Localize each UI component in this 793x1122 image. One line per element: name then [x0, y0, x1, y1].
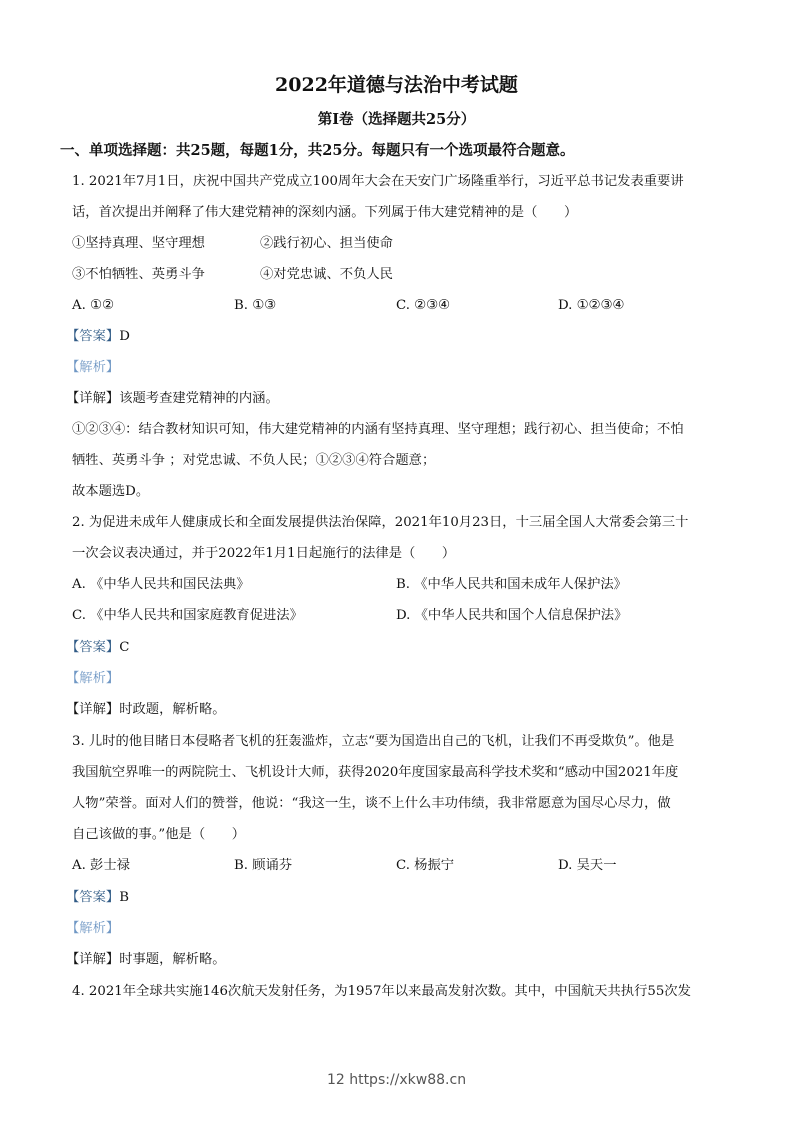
detail-label: 【详解】	[66, 702, 120, 717]
option-c: C. 杨振宁	[396, 858, 455, 873]
statement: ④对党忠诚、不负人民	[260, 267, 393, 282]
question-stem-line: 人物”荣誉。面对人们的赞誉，他说：“我这一生，谈不上什么丰功伟绩，我非常愿意为国尽心尽力，做	[72, 796, 671, 811]
analysis-label: 【解析】	[66, 921, 120, 936]
page-subtitle: 第I卷（选择题共25分）	[317, 111, 476, 128]
page-footer: 12 https://xkw88.cn	[326, 1072, 467, 1088]
option-d: D. 吴天一	[558, 858, 617, 873]
option-c: C. ②③④	[396, 298, 450, 313]
answer-label: 【答案】	[66, 640, 120, 655]
detail-row	[66, 700, 716, 720]
question-stem-line: 1. 2021年7月1日，庆祝中国共产党成立100周年大会在天安门广场隆重举行，习近平总书记发表重要讲	[72, 174, 684, 189]
detail-text: 时事题，解析略。	[119, 952, 226, 967]
question-stem-line: 自己该做的事。”他是（ ）	[72, 827, 246, 842]
question-stem-line: 我国航空界唯一的两院院士、飞机设计大师，获得2020年度国家最高科学技术奖和“感动中国2021年度	[72, 765, 679, 780]
question-stem-line: 4. 2021年全球共实施146次航天发射任务，为1957年以来最高发射次数。其中，中国航天共执行55次发	[72, 984, 691, 999]
option-c: C. 《中华人民共和国家庭教育促进法》	[72, 608, 303, 623]
answer-row	[66, 327, 716, 347]
option-a: A. 《中华人民共和国民法典》	[72, 577, 250, 592]
detail-row	[66, 950, 716, 970]
option-b: B. ①③	[234, 298, 277, 313]
statement: ③不怕牺牲、英勇斗争	[72, 267, 205, 282]
question-stem-line: 3. 儿时的他目睹日本侵略者飞机的狂轰滥炸，立志“要为国造出自己的飞机，让我们不再受欺负”。他是	[72, 734, 675, 749]
answer-value: C	[119, 640, 130, 655]
question-stem-line: 话，首次提出并阐释了伟大建党精神的深刻内涵。下列属于伟大建党精神的是（ ）	[72, 205, 578, 220]
option-d: D. ①②③④	[558, 298, 625, 313]
page-title: 2022年道德与法治中考试题	[275, 74, 518, 96]
answer-value: D	[119, 329, 130, 344]
option-a: A. ①②	[72, 298, 114, 313]
question-stem-line: 2. 为促进未成年人健康成长和全面发展提供法治保障，2021年10月23日，十三届全国人大常委会第三十	[72, 515, 689, 530]
statement: ①坚持真理、坚守理想	[72, 236, 205, 251]
option-b: B. 顾诵芬	[234, 858, 293, 873]
detail-row	[66, 389, 716, 409]
answer-label: 【答案】	[66, 890, 120, 905]
answer-label: 【答案】	[66, 329, 120, 344]
analysis-label: 【解析】	[66, 671, 120, 686]
answer-row	[66, 638, 716, 658]
detail-text: 时政题，解析略。	[119, 702, 226, 717]
analysis-label: 【解析】	[66, 360, 120, 375]
detail-text: 该题考查建党精神的内涵。	[119, 391, 279, 406]
detail-line: 牺牲、英勇斗争 ；对党忠诚、不负人民；①②③④符合题意；	[72, 453, 436, 468]
detail-line: ①②③④：结合教材知识可知，伟大建党精神的内涵有坚持真理、坚守理想；践行初心、担当使命；不怕	[72, 422, 684, 437]
option-d: D. 《中华人民共和国个人信息保护法》	[396, 608, 628, 623]
question-stem-line: 一次会议表决通过，并于2022年1月1日起施行的法律是（ ）	[72, 546, 456, 561]
option-b: B. 《中华人民共和国未成年人保护法》	[396, 577, 627, 592]
answer-value: B	[119, 890, 129, 905]
section-heading: 一、单项选择题：共25题，每题1分，共25分。每题只有一个选项最符合题意。	[60, 142, 575, 159]
option-a: A. 彭士禄	[72, 858, 130, 873]
detail-label: 【详解】	[66, 952, 120, 967]
detail-label: 【详解】	[66, 391, 120, 406]
answer-row	[66, 888, 716, 908]
detail-line: 故本题选D。	[72, 484, 150, 499]
statement: ②践行初心、担当使命	[260, 236, 393, 251]
